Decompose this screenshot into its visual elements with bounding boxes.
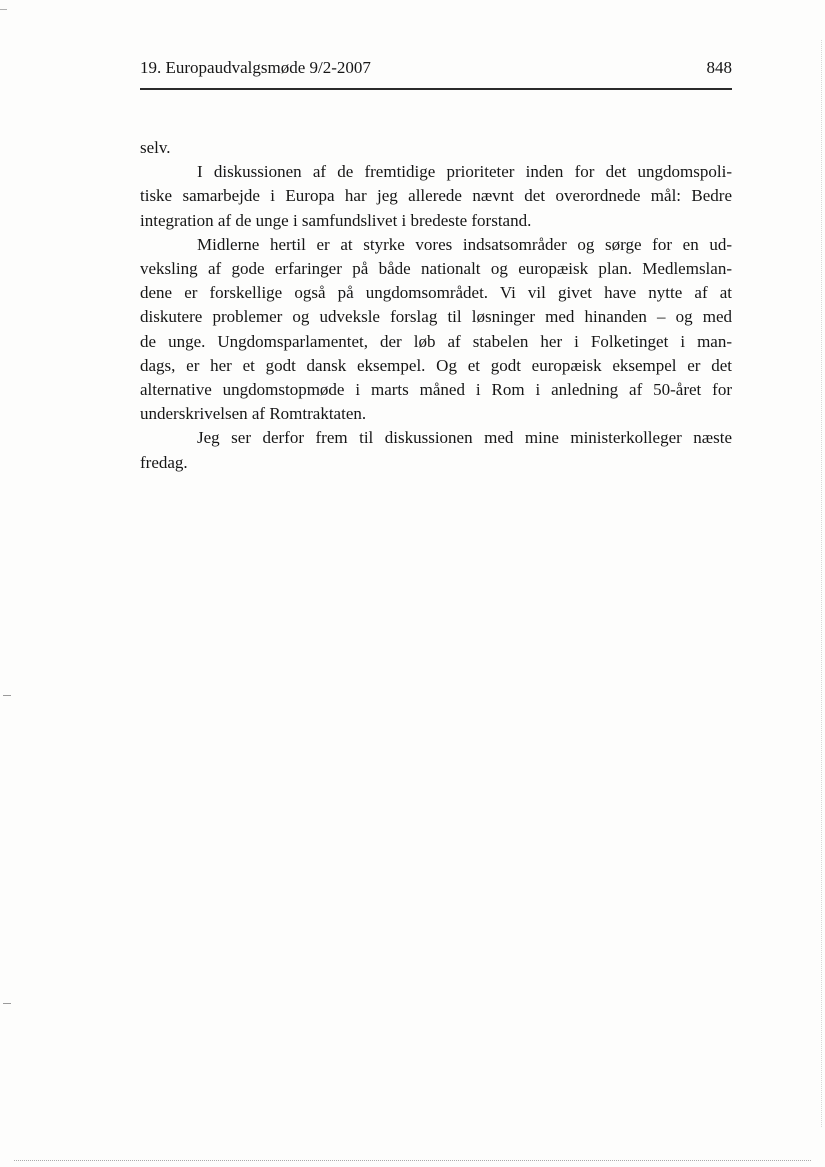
paragraph bbox=[140, 233, 732, 427]
page-number: 848 bbox=[706, 58, 732, 77]
text-line: dene er forskellige også på ungdomsområdet. Vi vil givet have nytte af at bbox=[140, 283, 732, 303]
page-content bbox=[140, 58, 732, 475]
document-body bbox=[140, 136, 732, 475]
scan-artifact bbox=[3, 1003, 11, 1004]
paragraph bbox=[140, 136, 732, 160]
header-rule bbox=[140, 88, 732, 90]
text-line: alternative ungdomstopmøde i marts måned i Rom i anledning af 50-året for bbox=[140, 380, 732, 400]
page-header bbox=[140, 58, 732, 78]
text-line: I diskussionen af de fremtidige prioriteter inden for det ungdomspoli- bbox=[197, 162, 732, 182]
text-line: dags, er her et godt dansk eksempel. Og et godt europæisk eksempel er det bbox=[140, 355, 732, 375]
text-line: Midlerne hertil er at styrke vores indsatsområder og sørge for en ud- bbox=[197, 234, 732, 254]
scan-artifact bbox=[821, 40, 822, 1127]
header-title: 19. Europaudvalgsmøde 9/2-2007 bbox=[140, 58, 371, 77]
scan-artifact bbox=[14, 1160, 811, 1161]
paragraph bbox=[140, 160, 732, 233]
text-line: tiske samarbejde i Europa har jeg allerede nævnt det overordnede mål: Bedre bbox=[140, 186, 732, 206]
text-line: de unge. Ungdomsparlamentet, der løb af stabelen her i Folketinget i man- bbox=[140, 331, 732, 351]
text-line: fredag. bbox=[140, 452, 188, 472]
text-line: veksling af gode erfaringer på både nationalt og europæisk plan. Medlemslan- bbox=[140, 259, 732, 279]
scan-artifact bbox=[0, 9, 7, 10]
text-line: integration af de unge i samfundslivet i bredeste forstand. bbox=[140, 210, 532, 230]
scan-artifact bbox=[3, 695, 11, 696]
text-line: diskutere problemer og udveksle forslag til løsninger med hinanden – og med bbox=[140, 307, 732, 327]
text-line: underskrivelsen af Romtraktaten. bbox=[140, 404, 367, 424]
paragraph bbox=[140, 426, 732, 474]
text-line: Jeg ser derfor frem til diskussionen med mine ministerkolleger næste bbox=[197, 428, 732, 448]
text-line: selv. bbox=[140, 138, 171, 157]
